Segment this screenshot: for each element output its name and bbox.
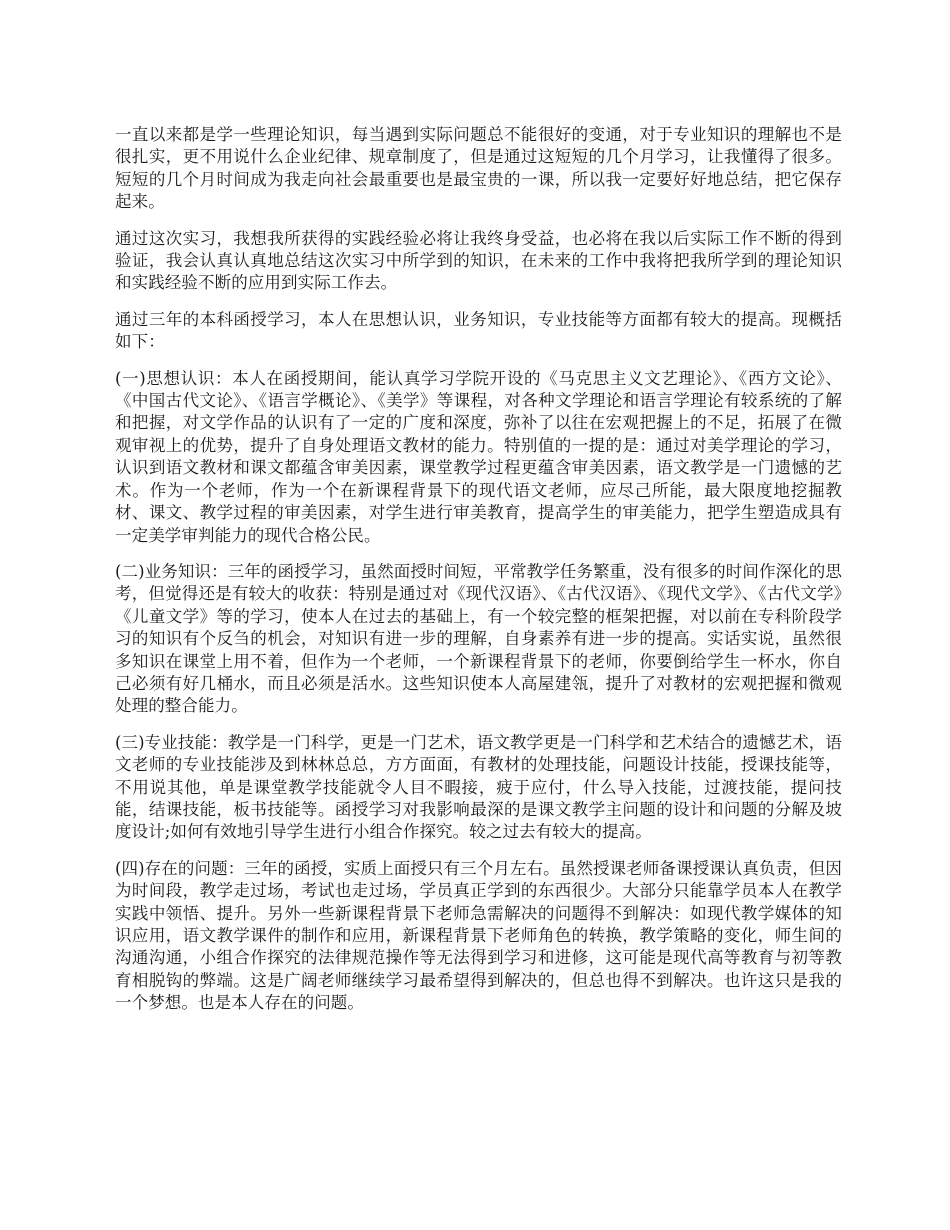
document-body <box>115 124 842 1029</box>
paragraph-intro-summary: 一直以来都是学一些理论知识，每当遇到实际问题总不能很好的变通，对于专业知识的理解也不是很扎实，更不用说什么企业纪律、规章制度了，但是通过这短短的几个月学习，让我懂得了很多。短短的几个月时间成为我走向社会最重要也是最宝贵的一课，所以我一定要好好地总结，把它保存起来。 <box>115 125 842 212</box>
paragraph-ideological-understanding: (一)思想认识：本人在函授期间，能认真学习学院开设的《马克思主义文艺理论》、《西方文论》、《中国古代文论》、《语言学概论》、《美学》等课程，对各种文学理论和语言学理论有较系统的了解和把握，对文学作品的认识有了一定的广度和深度，弥补了以往在宏观把握上的不足，拓展了在微观审视上的优势，提升了自身处理语文教材的能力。特别值的一提的是：通过对美学理论的学习，认识到语文教材和课文都蕴含审美因素，课堂教学过程更蕴含审美因素，语文教学是一门遗憾的艺术。作为一个老师，作为一个在新课程背景下的现代语文老师，应尽己所能，最大限度地挖掘教材、课文、教学过程的审美因素，对学生进行审美教育，提高学生的审美能力，把学生塑造成具有一定美学审判能力的现代合格公民。 <box>115 368 842 545</box>
paragraph-internship-reflection: 通过这次实习，我想我所获得的实践经验必将让我终身受益，也必将在我以后实际工作不断的得到验证，我会认真认真地总结这次实习中所学到的知识，在未来的工作中我将把我所学到的理论知识和实践经验不断的应用到实际工作去。 <box>115 228 842 293</box>
paragraph-existing-problems: (四)存在的问题：三年的函授，实质上面授只有三个月左右。虽然授课老师备课授课认真负责，但因为时间段，教学走过场，考试也走过场，学员真正学到的东西很少。大部分只能靠学员本人在教学实践中领悟、提升。另外一些新课程背景下老师急需解决的问题得不到解决：如现代教学媒体的知识应用，语文教学课件的制作和应用，新课程背景下老师角色的转换，教学策略的变化，师生间的沟通沟通，小组合作探究的法律规范操作等无法得到学习和进修，这可能是现代高等教育与初等教育相脱钩的弊端。这是广阔老师继续学习最希望得到解决的，但总也得不到解决。也许这只是我的一个梦想。也是本人存在的问题。 <box>115 858 842 1013</box>
paragraph-professional-knowledge: (二)业务知识：三年的函授学习，虽然面授时间短，平常教学任务繁重，没有很多的时间作深化的思考，但觉得还是有较大的收获：特别是通过对《现代汉语》、《古代汉语》、《现代文学》、《古代文学》《儿童文学》等的学习，使本人在过去的基础上，有一个较完整的框架把握，对以前在专科阶段学习的知识有个反刍的机会，对知识有进一步的理解，自身素养有进一步的提高。实话实说，虽然很多知识在课堂上用不着，但作为一个老师，一个新课程背景下的老师，你要倒给学生一杯水，你自己必须有好几桶水，而且必须是活水。这些知识使本人高屋建瓴，提升了对教材的宏观把握和微观处理的整合能力。 <box>115 561 842 716</box>
paragraph-professional-skills: (三)专业技能：教学是一门科学，更是一门艺术，语文教学更是一门科学和艺术结合的遗憾艺术，语文老师的专业技能涉及到林林总总，方方面面，有教材的处理技能，问题设计技能，授课技能等，不用说其他，单是课堂教学技能就令人目不暇接，疲于应付，什么导入技能，过渡技能，提问技能，结课技能，板书技能等。函授学习对我影响最深的是课文教学主问题的设计和问题的分解及坡度设计;如何有效地引导学生进行小组合作探究。较之过去有较大的提高。 <box>115 732 842 842</box>
paragraph-overview: 通过三年的本科函授学习，本人在思想认识，业务知识，专业技能等方面都有较大的提高。现概括如下： <box>115 309 842 352</box>
